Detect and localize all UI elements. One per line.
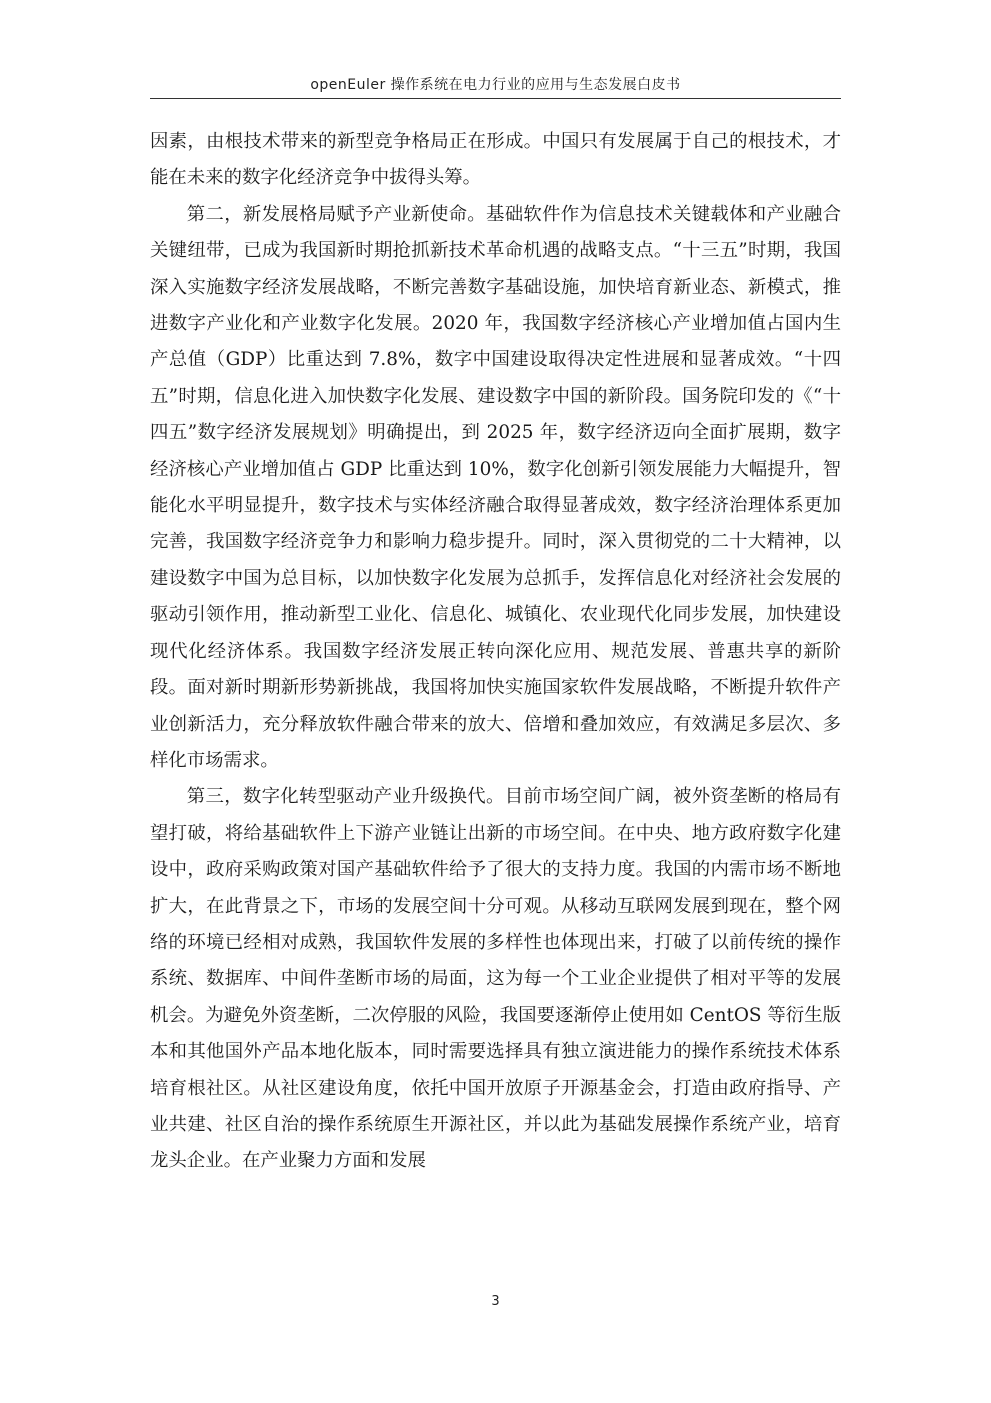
header-divider bbox=[150, 98, 841, 99]
document-body bbox=[150, 124, 841, 1180]
page-number: 3 bbox=[491, 1294, 500, 1309]
paragraph-second-point: 第二，新发展格局赋予产业新使命。基础软件作为信息技术关键载体和产业融合关键纽带，已成为我国新时期抢抓新技术革命机遇的战略支点。“十三五”时期，我国深入实施数字经济发展战略，不断完善数字基础设施，加快培育新业态、新模式，推进数字产业化和产业数字化发展。2020 年，我国数字经济核心产业增加值占国内生产总值（GDP）比重达到 7.8%，数字中国建设取得决定性进展和显著成效。“十四五”时期，信息化进入加快数字化发展、建设数字中国的新阶段。国务院印发的《“十四五”数字经济发展规划》明确提出，到 2025 年，数字经济迈向全面扩展期，数字经济核心产业增加值占 GDP 比重达到 10%，数字化创新引领发展能力大幅提升，智能化水平明显提升，数字技术与实体经济融合取得显著成效，数字经济治理体系更加完善，我国数字经济竞争力和影响力稳步提升。同时，深入贯彻党的二十大精神，以建设数字中国为总目标，以加快数字化发展为总抓手，发挥信息化对经济社会发展的驱动引领作用，推动新型工业化、信息化、城镇化、农业现代化同步发展，加快建设现代化经济体系。我国数字经济发展正转向深化应用、规范发展、普惠共享的新阶段。面对新时期新形势新挑战，我国将加快实施国家软件发展战略，不断提升软件产业创新活力，充分释放软件融合带来的放大、倍增和叠加效应，有效满足多层次、多样化市场需求。 bbox=[150, 203, 841, 771]
paragraph-continuation: 因素，由根技术带来的新型竞争格局正在形成。中国只有发展属于自己的根技术，才能在未来的数字化经济竞争中拔得头筹。 bbox=[150, 131, 841, 189]
paragraph-third-point: 第三，数字化转型驱动产业升级换代。目前市场空间广阔，被外资垄断的格局有望打破，将给基础软件上下游产业链让出新的市场空间。在中央、地方政府数字化建设中，政府采购政策对国产基础软件给予了很大的支持力度。我国的内需市场不断地扩大，在此背景之下，市场的发展空间十分可观。从移动互联网发展到现在，整个网络的环境已经相对成熟，我国软件发展的多样性也体现出来，打破了以前传统的操作系统、数据库、中间件垄断市场的局面，这为每一个工业企业提供了相对平等的发展机会。为避免外资垄断，二次停服的风险，我国要逐渐停止使用如 CentOS 等衍生版本和其他国外产品本地化版本，同时需要选择具有独立演进能力的操作系统技术体系培育根社区。从社区建设角度，依托中国开放原子开源基金会，打造由政府指导、产业共建、社区自治的操作系统原生开源社区，并以此为基础发展操作系统产业，培育龙头企业。在产业聚力方面和发展 bbox=[150, 786, 841, 1172]
page-header-title: openEuler 操作系统在电力行业的应用与生态发展白皮书 bbox=[310, 77, 681, 93]
